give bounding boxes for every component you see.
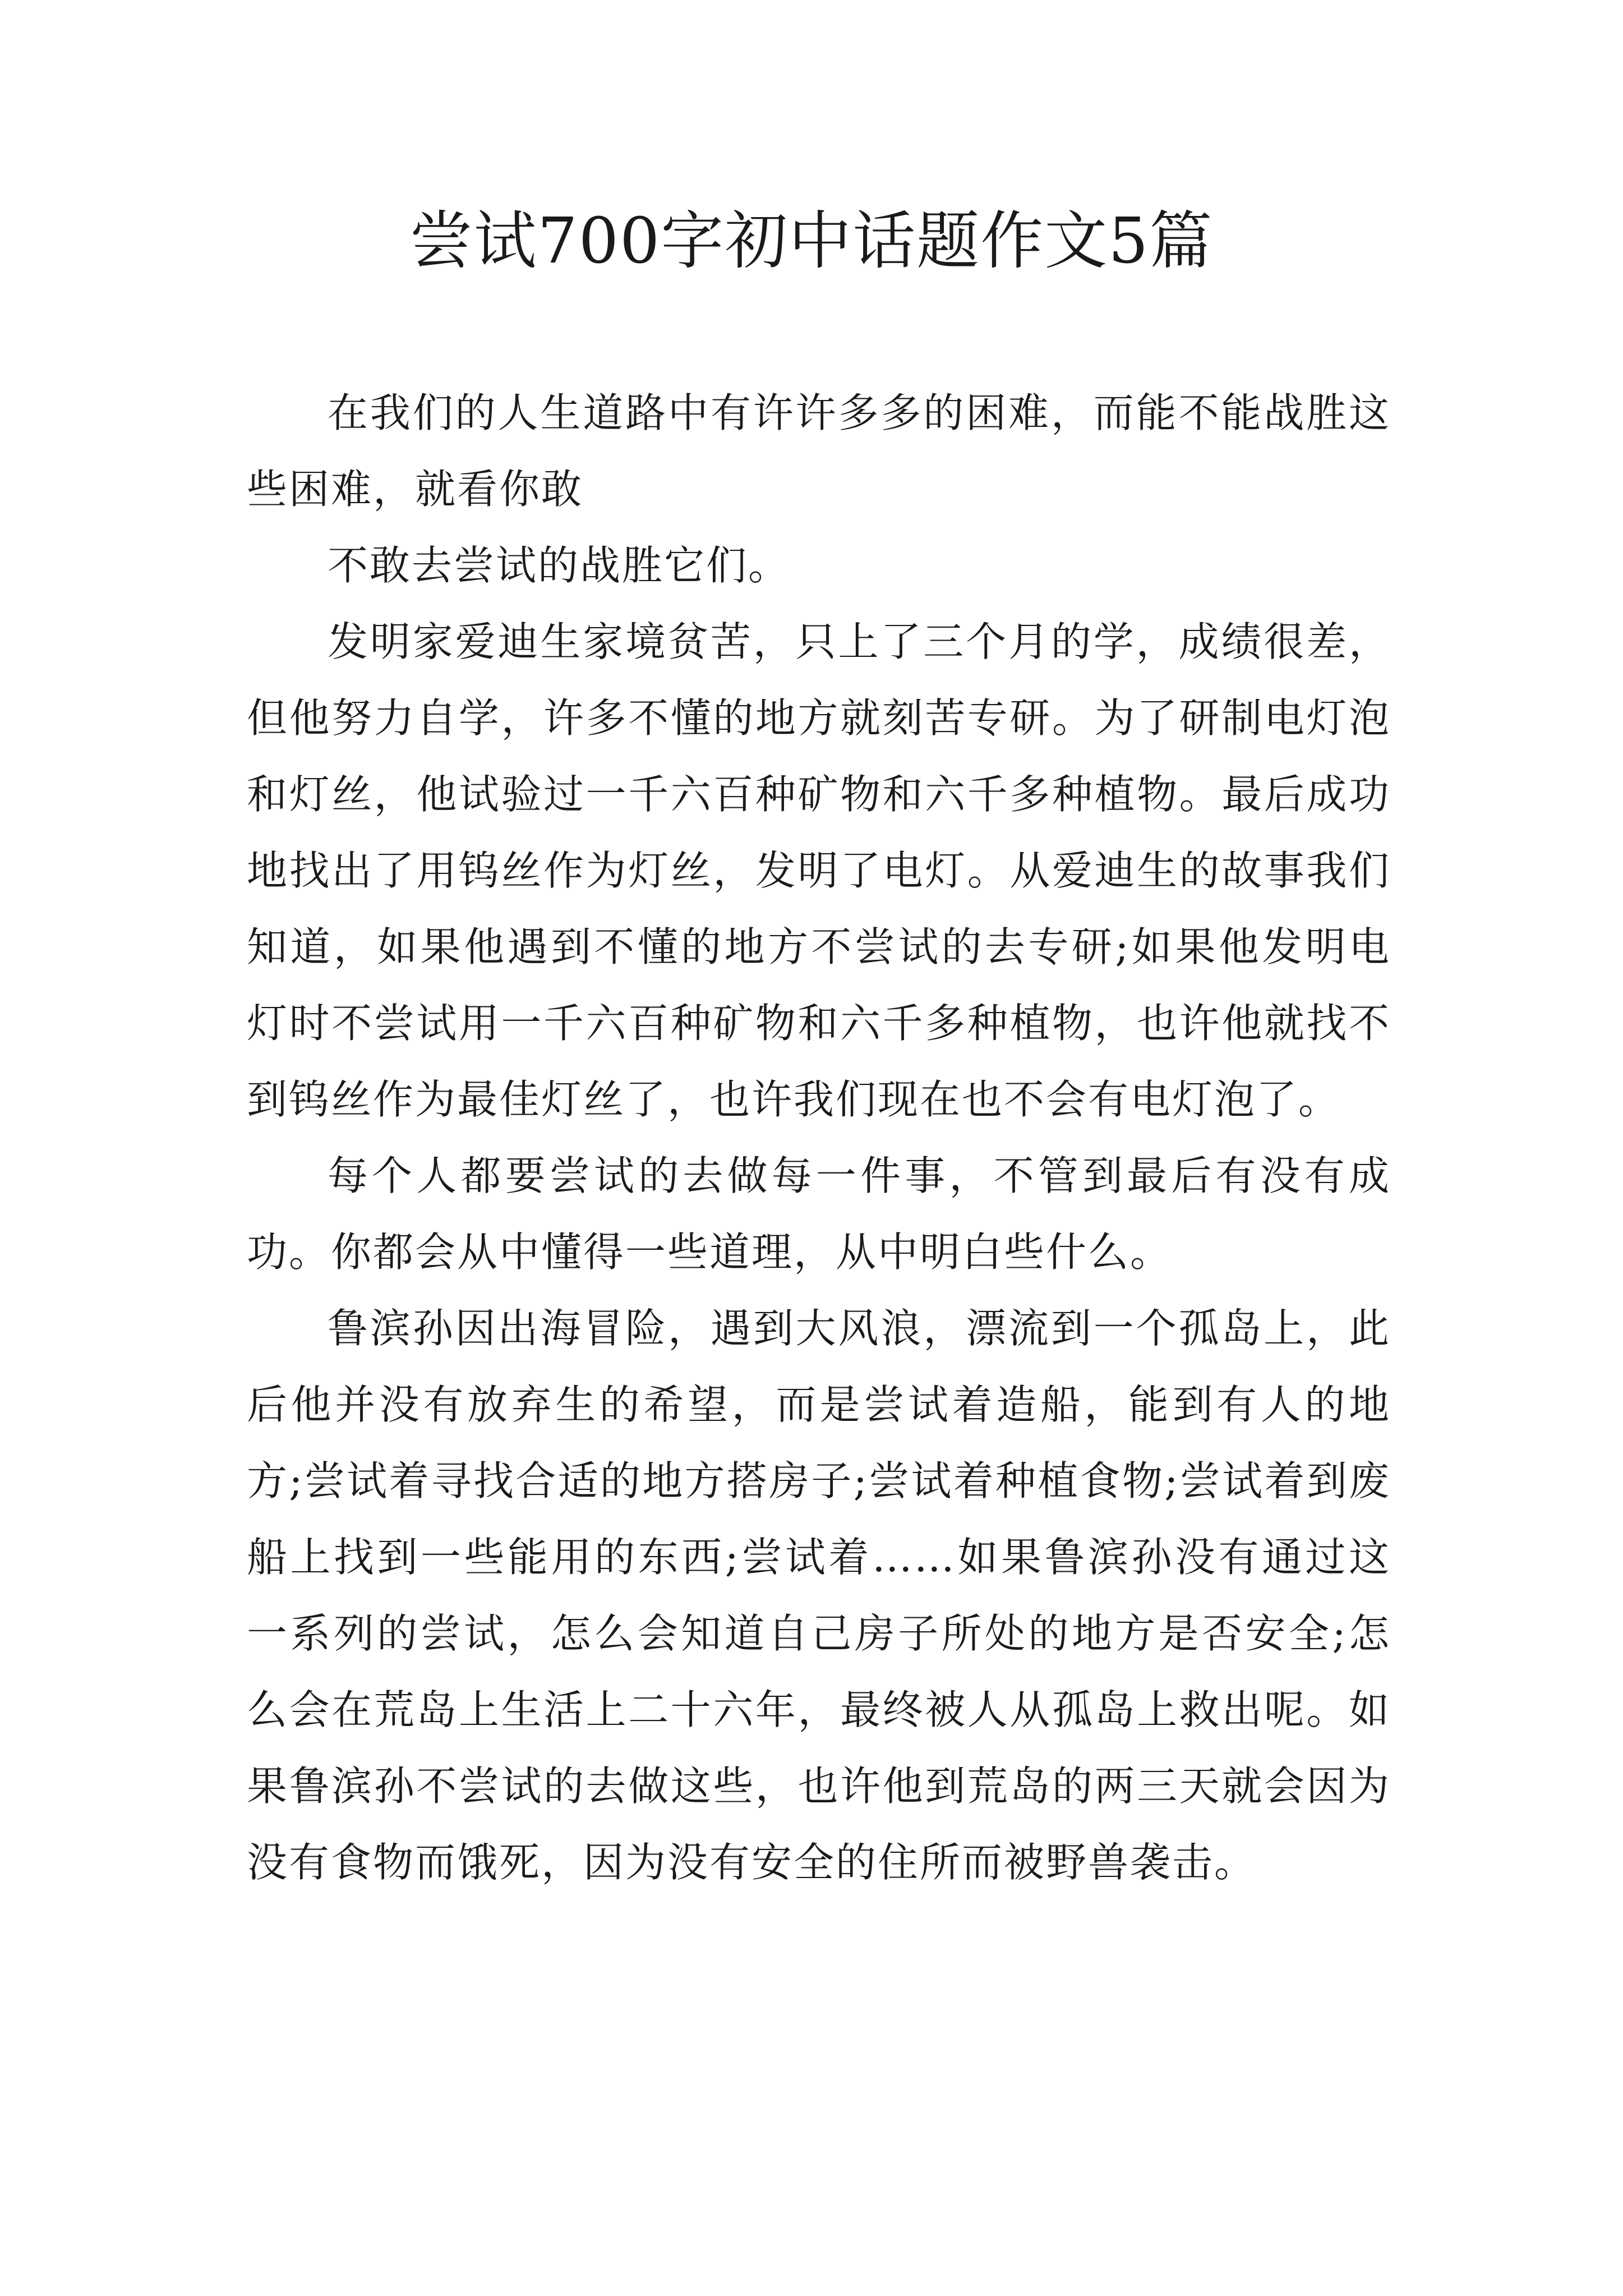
document-body: [247, 375, 1391, 1901]
paragraph-edison: 发明家爱迪生家境贫苦，只上了三个月的学，成绩很差，但他努力自学，许多不懂的地方就刻苦专研。为了研制电灯泡和灯丝，他试验过一千六百种矿物和六千多种植物。最后成功地找出了用钨丝作为灯丝，发明了电灯。从爱迪生的故事我们知道，如果他遇到不懂的地方不尝试的去专研;如果他发明电灯时不尝试用一千六百种矿物和六千多种植物，也许他就找不到钨丝作为最佳灯丝了，也许我们现在也不会有电灯泡了。: [247, 618, 1391, 1123]
document-title: 尝试700字初中话题作文5篇: [409, 205, 1214, 278]
paragraph-robinson: 鲁滨孙因出海冒险，遇到大风浪，漂流到一个孤岛上，此后他并没有放弃生的希望，而是尝试着造船，能到有人的地方;尝试着寻找合适的地方搭房子;尝试着种植食物;尝试着到废船上找到一些能用的东西;尝试着……如果鲁滨孙没有通过这一系列的尝试，怎么会知道自己房子所处的地方是否安全;怎么会在荒岛上生活上二十六年，最终被人从孤岛上救出呢。如果鲁滨孙不尝试的去做这些，也许他到荒岛的两三天就会因为没有食物而饿死，因为没有安全的住所而被野兽袭击。: [247, 1305, 1391, 1886]
paragraph-intro: 在我们的人生道路中有许许多多的困难，而能不能战胜这些困难，就看你敢: [247, 389, 1391, 513]
paragraph-try-everything: 每个人都要尝试的去做每一件事，不管到最后有没有成功。你都会从中懂得一些道理，从中明白些什么。: [247, 1152, 1391, 1276]
paragraph-intro-continued: 不敢去尝试的战胜它们。: [328, 542, 791, 589]
